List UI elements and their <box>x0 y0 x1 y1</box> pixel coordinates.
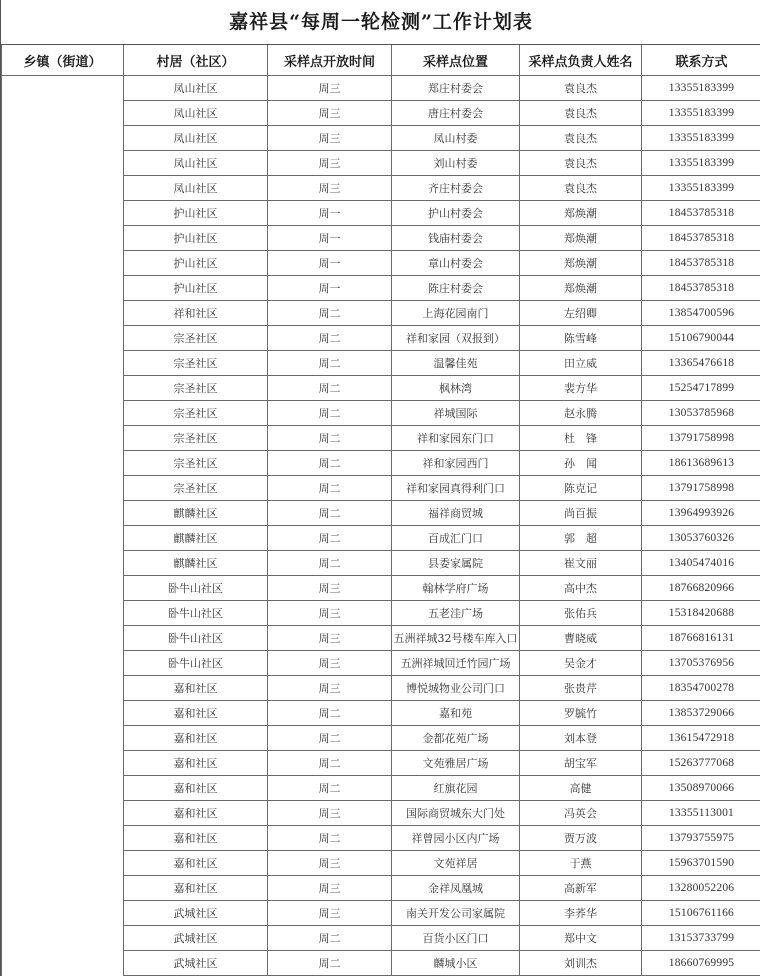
cell-community: 麒麟社区 <box>124 526 268 551</box>
cell-open-time: 周二 <box>268 451 392 476</box>
cell-community: 武城社区 <box>124 901 268 926</box>
cell-community: 麒麟社区 <box>124 501 268 526</box>
cell-open-time: 周三 <box>268 101 392 126</box>
cell-location: 唐庄村委会 <box>392 101 520 126</box>
cell-phone: 15106790044 <box>642 326 760 351</box>
cell-open-time: 周二 <box>268 951 392 976</box>
cell-location: 枫林湾 <box>392 376 520 401</box>
cell-open-time: 周二 <box>268 401 392 426</box>
cell-location: 金祥凤凰城 <box>392 876 520 901</box>
cell-open-time: 周二 <box>268 551 392 576</box>
cell-phone: 13791758998 <box>642 426 760 451</box>
cell-manager: 李荞华 <box>520 901 642 926</box>
cell-phone: 13355183399 <box>642 151 760 176</box>
cell-manager: 袁良杰 <box>520 151 642 176</box>
cell-manager: 杜 锋 <box>520 426 642 451</box>
cell-phone: 13853729066 <box>642 701 760 726</box>
cell-open-time: 周三 <box>268 626 392 651</box>
cell-location: 温馨佳苑 <box>392 351 520 376</box>
cell-location: 刘山村委 <box>392 151 520 176</box>
cell-location: 章山村委会 <box>392 251 520 276</box>
cell-manager: 郑焕潮 <box>520 276 642 301</box>
cell-community: 宗圣社区 <box>124 351 268 376</box>
cell-location: 五洲祥城32号楼车库入口 <box>392 626 520 651</box>
cell-community: 卧牛山社区 <box>124 626 268 651</box>
cell-phone: 13280052206 <box>642 876 760 901</box>
cell-manager: 张贵芹 <box>520 676 642 701</box>
cell-phone: 15254717899 <box>642 376 760 401</box>
cell-phone: 13615472918 <box>642 726 760 751</box>
cell-community: 宗圣社区 <box>124 376 268 401</box>
cell-location: 祥曾园小区内广场 <box>392 826 520 851</box>
cell-phone: 13405474016 <box>642 551 760 576</box>
cell-manager: 贾万波 <box>520 826 642 851</box>
cell-open-time: 周二 <box>268 351 392 376</box>
cell-community: 嘉和社区 <box>124 751 268 776</box>
cell-open-time: 周二 <box>268 501 392 526</box>
cell-location: 祥和家园东门口 <box>392 426 520 451</box>
cell-manager: 赵永腾 <box>520 401 642 426</box>
cell-location: 凤山村委 <box>392 126 520 151</box>
cell-community: 宗圣社区 <box>124 326 268 351</box>
cell-phone: 15318420688 <box>642 601 760 626</box>
cell-location: 祥和家园西门 <box>392 451 520 476</box>
cell-open-time: 周二 <box>268 726 392 751</box>
cell-open-time: 周三 <box>268 676 392 701</box>
cell-community: 嘉和社区 <box>124 876 268 901</box>
cell-manager: 张佑兵 <box>520 601 642 626</box>
cell-manager: 刘训杰 <box>520 951 642 976</box>
cell-location: 上海花园南门 <box>392 301 520 326</box>
cell-community: 卧牛山社区 <box>124 576 268 601</box>
cell-community: 凤山社区 <box>124 126 268 151</box>
cell-location: 麟城小区 <box>392 951 520 976</box>
cell-community: 凤山社区 <box>124 101 268 126</box>
cell-phone: 18354700278 <box>642 676 760 701</box>
cell-open-time: 周二 <box>268 476 392 501</box>
schedule-table <box>1 45 760 976</box>
cell-open-time: 周二 <box>268 426 392 451</box>
cell-phone: 13153733799 <box>642 926 760 951</box>
cell-manager: 崔文丽 <box>520 551 642 576</box>
cell-community: 护山社区 <box>124 201 268 226</box>
cell-phone: 18453785318 <box>642 251 760 276</box>
cell-community: 护山社区 <box>124 251 268 276</box>
cell-community: 武城社区 <box>124 951 268 976</box>
cell-open-time: 周二 <box>268 701 392 726</box>
cell-location: 陈庄村委会 <box>392 276 520 301</box>
cell-community: 宗圣社区 <box>124 401 268 426</box>
cell-manager: 裴方华 <box>520 376 642 401</box>
cell-manager: 刘本登 <box>520 726 642 751</box>
cell-open-time: 周二 <box>268 751 392 776</box>
cell-community: 护山社区 <box>124 226 268 251</box>
cell-phone: 13964993926 <box>642 501 760 526</box>
cell-community: 嘉和社区 <box>124 801 268 826</box>
cell-phone: 13053760326 <box>642 526 760 551</box>
cell-community: 嘉和社区 <box>124 726 268 751</box>
cell-open-time: 周三 <box>268 126 392 151</box>
cell-community: 护山社区 <box>124 276 268 301</box>
cell-community: 凤山社区 <box>124 151 268 176</box>
cell-location: 钱庙村委会 <box>392 226 520 251</box>
cell-community: 卧牛山社区 <box>124 651 268 676</box>
cell-open-time: 周三 <box>268 176 392 201</box>
cell-manager: 郭 超 <box>520 526 642 551</box>
page-title: 嘉祥县“每周一轮检测”工作计划表 <box>1 0 760 45</box>
cell-manager: 尚百振 <box>520 501 642 526</box>
cell-manager: 高新军 <box>520 876 642 901</box>
cell-phone: 18453785318 <box>642 201 760 226</box>
cell-open-time: 周一 <box>268 251 392 276</box>
cell-location: 祥和家园真得利门口 <box>392 476 520 501</box>
cell-open-time: 周三 <box>268 576 392 601</box>
cell-open-time: 周三 <box>268 901 392 926</box>
header-community: 村居（社区） <box>124 45 268 76</box>
cell-town <box>2 76 124 976</box>
table-body <box>2 76 760 976</box>
cell-manager: 袁良杰 <box>520 176 642 201</box>
cell-manager: 高健 <box>520 776 642 801</box>
cell-open-time: 周三 <box>268 76 392 101</box>
cell-location: 五老洼广场 <box>392 601 520 626</box>
cell-phone: 15106761166 <box>642 901 760 926</box>
cell-open-time: 周三 <box>268 851 392 876</box>
cell-manager: 曹晓威 <box>520 626 642 651</box>
cell-manager: 袁良杰 <box>520 101 642 126</box>
cell-open-time: 周一 <box>268 201 392 226</box>
cell-location: 翰林学府广场 <box>392 576 520 601</box>
cell-phone: 13793755975 <box>642 826 760 851</box>
cell-phone: 13791758998 <box>642 476 760 501</box>
cell-community: 凤山社区 <box>124 176 268 201</box>
cell-community: 祥和社区 <box>124 301 268 326</box>
cell-manager: 陈雪峰 <box>520 326 642 351</box>
cell-location: 国际商贸城东大门处 <box>392 801 520 826</box>
cell-community: 嘉和社区 <box>124 701 268 726</box>
cell-manager: 冯英会 <box>520 801 642 826</box>
cell-location: 祥和家园（双报到） <box>392 326 520 351</box>
cell-location: 县委家属院 <box>392 551 520 576</box>
cell-location: 护山村委会 <box>392 201 520 226</box>
cell-phone: 13508970066 <box>642 776 760 801</box>
cell-community: 凤山社区 <box>124 76 268 101</box>
cell-location: 齐庄村委会 <box>392 176 520 201</box>
cell-manager: 袁良杰 <box>520 126 642 151</box>
cell-manager: 郑焕潮 <box>520 226 642 251</box>
header-town: 乡镇（街道） <box>2 45 124 76</box>
cell-open-time: 周三 <box>268 601 392 626</box>
cell-open-time: 周二 <box>268 776 392 801</box>
cell-open-time: 周二 <box>268 526 392 551</box>
cell-location: 嘉和苑 <box>392 701 520 726</box>
cell-community: 宗圣社区 <box>124 451 268 476</box>
cell-phone: 18660769995 <box>642 951 760 976</box>
cell-manager: 郑焕潮 <box>520 201 642 226</box>
cell-open-time: 周二 <box>268 826 392 851</box>
cell-open-time: 周二 <box>268 926 392 951</box>
cell-phone: 13365476618 <box>642 351 760 376</box>
cell-location: 文苑祥居 <box>392 851 520 876</box>
cell-location: 福祥商贸城 <box>392 501 520 526</box>
cell-open-time: 周一 <box>268 226 392 251</box>
cell-manager: 左绍卿 <box>520 301 642 326</box>
cell-phone: 18613689613 <box>642 451 760 476</box>
cell-phone: 13355113001 <box>642 801 760 826</box>
cell-open-time: 周三 <box>268 651 392 676</box>
cell-phone: 13355183399 <box>642 176 760 201</box>
cell-location: 五洲祥城回迁竹园广场 <box>392 651 520 676</box>
cell-open-time: 周二 <box>268 326 392 351</box>
cell-manager: 陈克记 <box>520 476 642 501</box>
header-location: 采样点位置 <box>392 45 520 76</box>
cell-location: 百成汇门口 <box>392 526 520 551</box>
cell-phone: 18453785318 <box>642 226 760 251</box>
cell-open-time: 周二 <box>268 376 392 401</box>
cell-location: 红旗花园 <box>392 776 520 801</box>
cell-phone: 13854700596 <box>642 301 760 326</box>
cell-phone: 18766820966 <box>642 576 760 601</box>
cell-manager: 吴金才 <box>520 651 642 676</box>
cell-community: 武城社区 <box>124 926 268 951</box>
cell-location: 百货小区门口 <box>392 926 520 951</box>
cell-manager: 胡宝军 <box>520 751 642 776</box>
cell-open-time: 周二 <box>268 301 392 326</box>
cell-community: 宗圣社区 <box>124 426 268 451</box>
cell-phone: 13705376956 <box>642 651 760 676</box>
cell-phone: 15963701590 <box>642 851 760 876</box>
cell-location: 南关开发公司家属院 <box>392 901 520 926</box>
header-manager: 采样点负责人姓名 <box>520 45 642 76</box>
cell-open-time: 周三 <box>268 801 392 826</box>
cell-open-time: 周一 <box>268 276 392 301</box>
cell-manager: 田立威 <box>520 351 642 376</box>
cell-community: 嘉和社区 <box>124 826 268 851</box>
cell-manager: 于燕 <box>520 851 642 876</box>
cell-phone: 13355183399 <box>642 126 760 151</box>
header-row <box>2 45 760 76</box>
cell-manager: 孙 闻 <box>520 451 642 476</box>
cell-location: 博悦城物业公司门口 <box>392 676 520 701</box>
cell-community: 宗圣社区 <box>124 476 268 501</box>
cell-location: 祥城国际 <box>392 401 520 426</box>
cell-manager: 郑焕潮 <box>520 251 642 276</box>
cell-open-time: 周三 <box>268 876 392 901</box>
header-open-time: 采样点开放时间 <box>268 45 392 76</box>
table-row <box>2 76 760 101</box>
cell-community: 卧牛山社区 <box>124 601 268 626</box>
cell-location: 文苑雅居广场 <box>392 751 520 776</box>
cell-community: 嘉和社区 <box>124 851 268 876</box>
cell-phone: 13053785968 <box>642 401 760 426</box>
cell-open-time: 周三 <box>268 151 392 176</box>
cell-phone: 13355183399 <box>642 76 760 101</box>
cell-phone: 15263777068 <box>642 751 760 776</box>
header-contact: 联系方式 <box>642 45 760 76</box>
cell-location: 金都花苑广场 <box>392 726 520 751</box>
cell-manager: 袁良杰 <box>520 76 642 101</box>
cell-location: 郑庄村委会 <box>392 76 520 101</box>
cell-phone: 18453785318 <box>642 276 760 301</box>
cell-manager: 高中杰 <box>520 576 642 601</box>
cell-phone: 18766816131 <box>642 626 760 651</box>
cell-community: 嘉和社区 <box>124 676 268 701</box>
cell-phone: 13355183399 <box>642 101 760 126</box>
cell-manager: 郑中文 <box>520 926 642 951</box>
cell-manager: 罗毓竹 <box>520 701 642 726</box>
cell-community: 嘉和社区 <box>124 776 268 801</box>
cell-community: 麒麟社区 <box>124 551 268 576</box>
